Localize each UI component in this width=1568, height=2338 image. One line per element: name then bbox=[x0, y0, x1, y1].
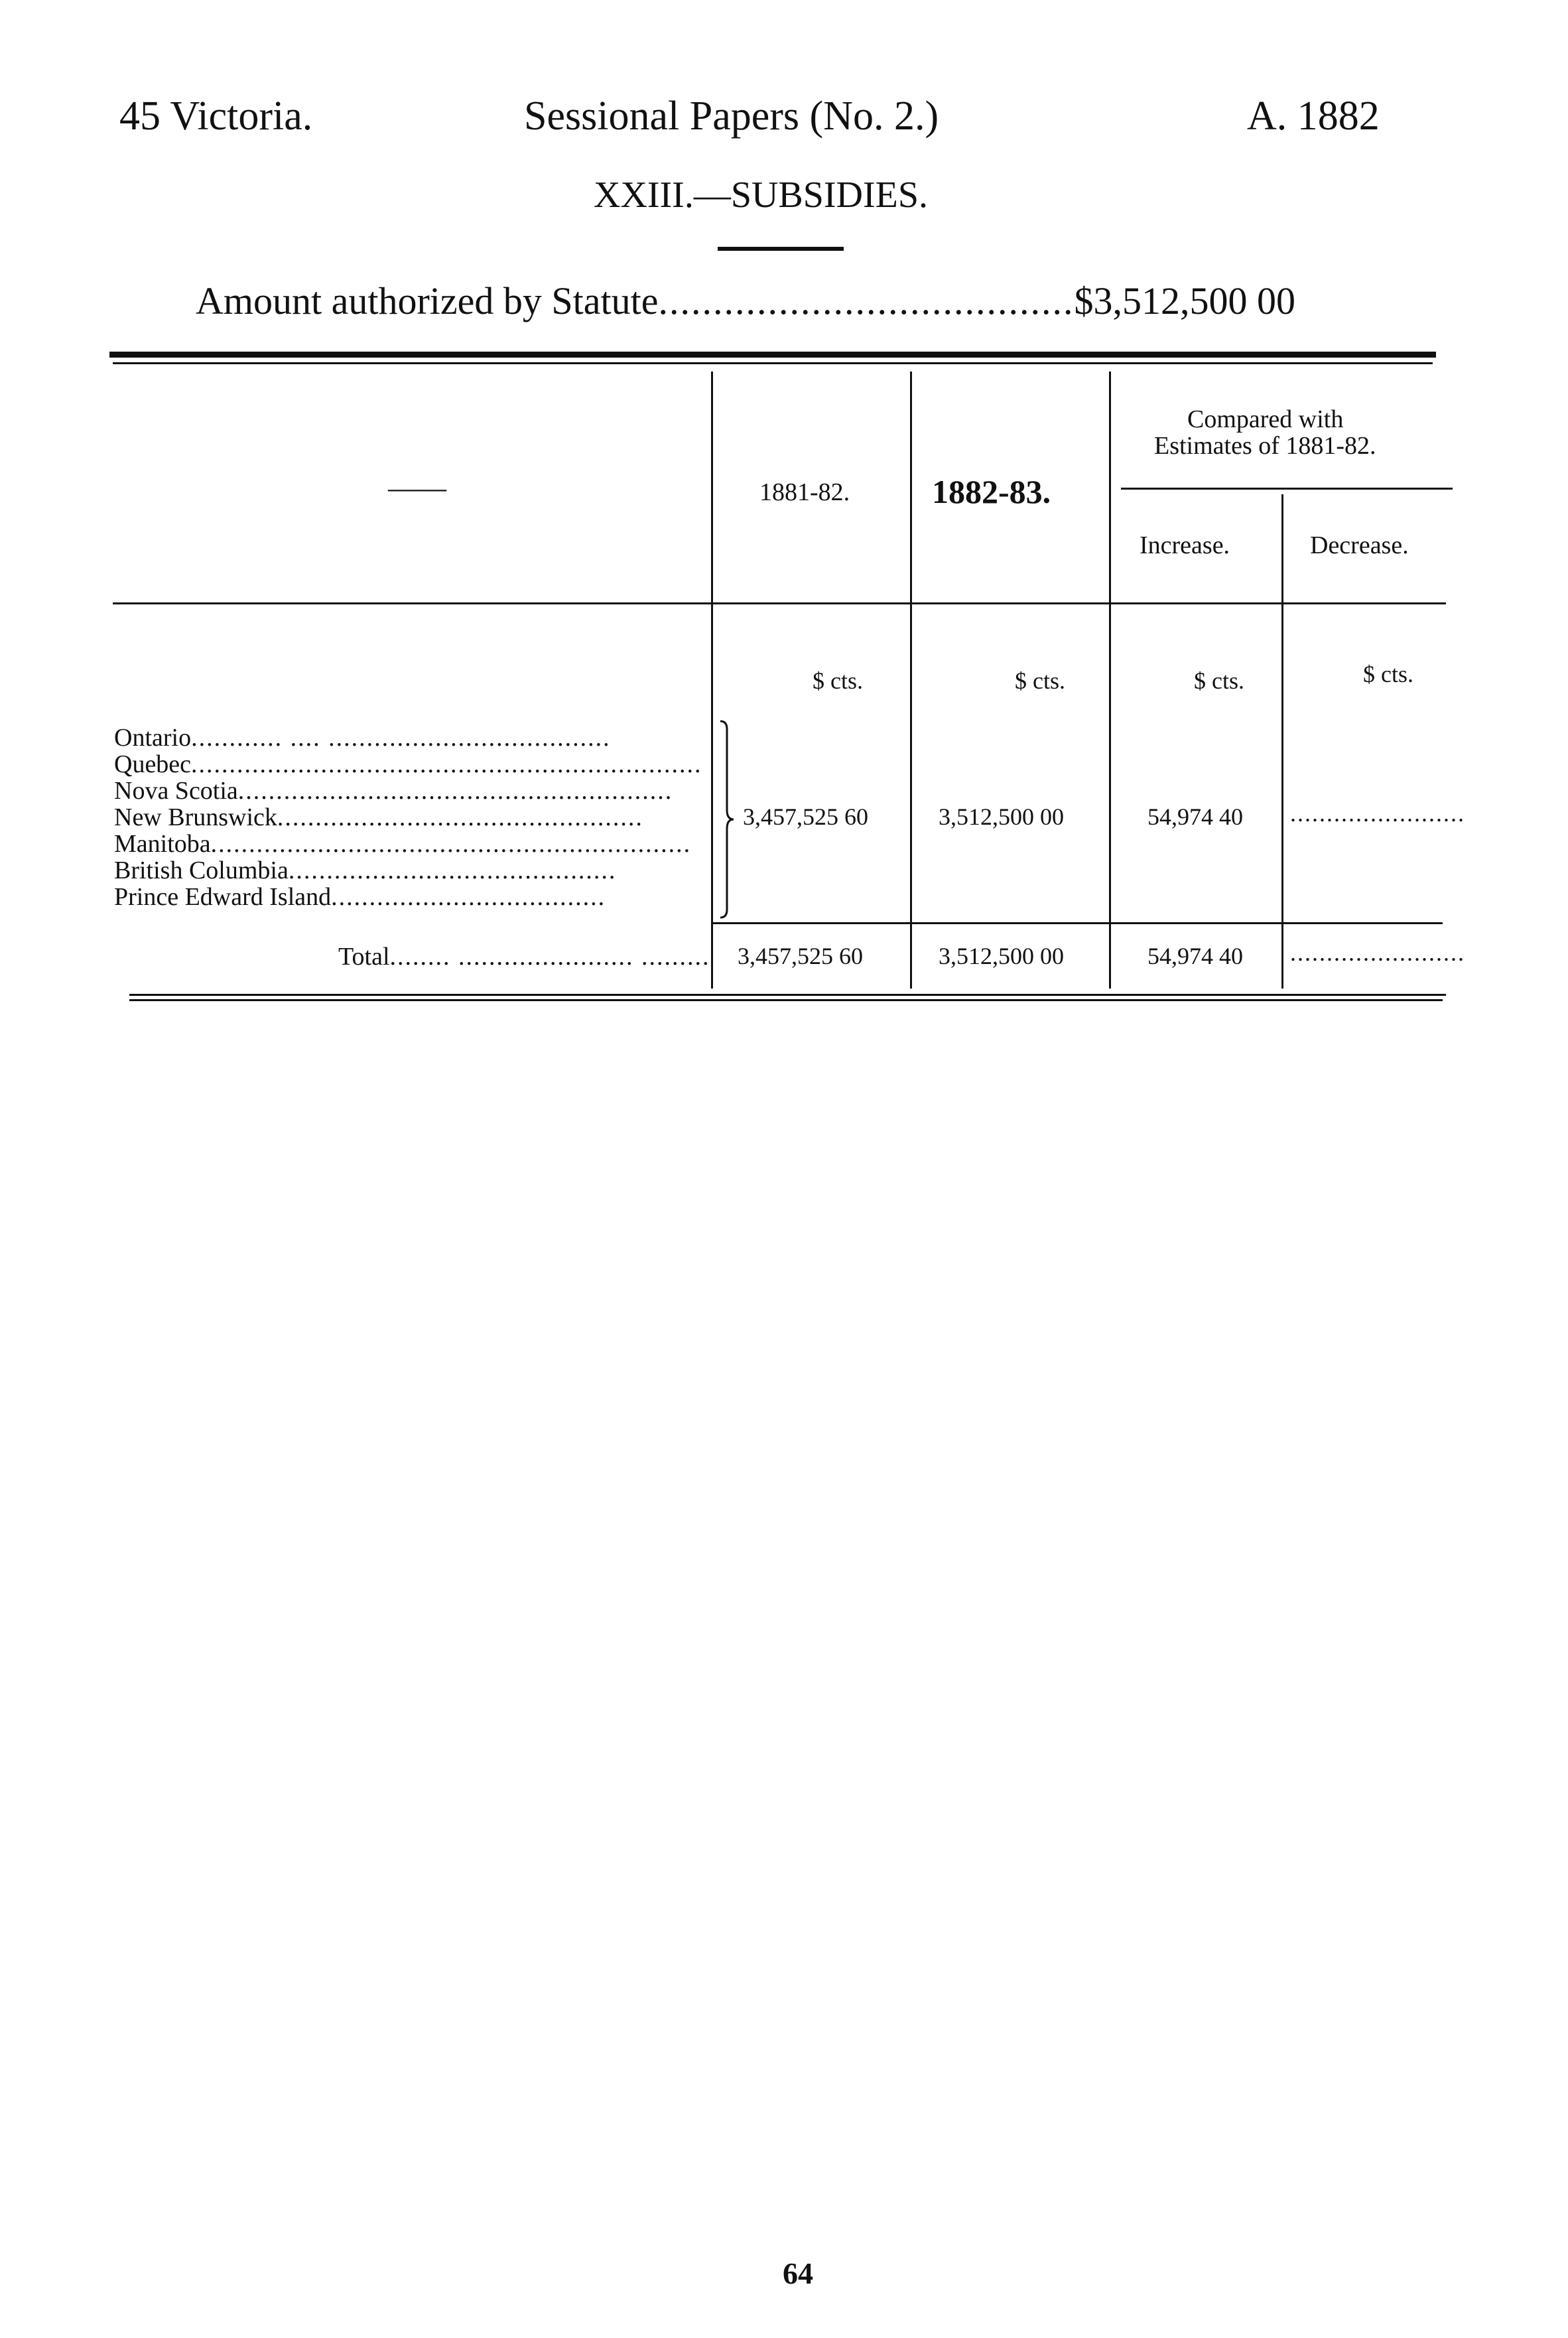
header-year: A. 1882 bbox=[1247, 94, 1380, 139]
top-rule-thin bbox=[113, 362, 1433, 364]
province-row-quebec: Quebec................................................................... bbox=[114, 750, 702, 778]
header-bottom-rule bbox=[113, 602, 1446, 604]
total-value-decrease: ........................ bbox=[1290, 939, 1465, 966]
compared-underline bbox=[1121, 488, 1453, 490]
title-underline bbox=[718, 247, 844, 251]
col-rule-4 bbox=[1281, 494, 1283, 989]
province-row-ontario: Ontario............ .... ..................................... bbox=[114, 724, 611, 752]
compared-header-line2: Estimates of 1881-82. bbox=[1154, 432, 1376, 460]
bottom-rule-1 bbox=[129, 994, 1446, 996]
group-value-1882: 3,512,500 00 bbox=[939, 803, 1064, 830]
group-value-1881: 3,457,525 60 bbox=[743, 803, 868, 830]
page-number: 64 bbox=[783, 2256, 813, 2290]
province-row-nova-scotia: Nova Scotia......................................................... bbox=[114, 777, 673, 805]
province-row-manitoba: Manitoba............................................................... bbox=[114, 830, 692, 858]
province-row-pei: Prince Edward Island.................................... bbox=[114, 883, 606, 911]
top-rule-thick bbox=[109, 352, 1436, 358]
total-row-label: Total........ ....................... ......... bbox=[338, 943, 710, 971]
total-top-rule bbox=[713, 922, 1443, 924]
total-value-1881: 3,457,525 60 bbox=[738, 943, 863, 969]
province-row-new-brunswick: New Brunswick................................................ bbox=[114, 803, 643, 831]
col-header-increase: Increase. bbox=[1140, 531, 1230, 559]
compared-header-line1: Compared with bbox=[1187, 405, 1344, 433]
col-rule-2 bbox=[910, 372, 912, 989]
total-value-increase: 54,974 40 bbox=[1147, 943, 1243, 969]
stub-header: —— bbox=[388, 472, 446, 504]
col-rule-1 bbox=[711, 372, 713, 989]
statute-dots: ...................................... bbox=[658, 279, 1075, 322]
section-title: XXIII.—SUBSIDIES. bbox=[594, 174, 928, 216]
total-value-1882: 3,512,500 00 bbox=[939, 943, 1064, 969]
col-header-1882: 1882-83. bbox=[932, 473, 1051, 510]
unit-increase: $ cts. bbox=[1194, 667, 1244, 694]
province-row-british-columbia: British Columbia........................................... bbox=[114, 857, 617, 884]
header-volume: 45 Victoria. bbox=[119, 94, 313, 139]
bottom-rule-2 bbox=[129, 999, 1443, 1001]
statute-amount: $3,512,500 00 bbox=[1074, 279, 1295, 322]
province-brace bbox=[716, 720, 743, 919]
group-value-decrease: ........................ bbox=[1290, 800, 1465, 827]
statute-label: Amount authorized by Statute bbox=[196, 279, 659, 322]
group-value-increase: 54,974 40 bbox=[1147, 803, 1243, 830]
col-header-1881: 1881-82. bbox=[759, 478, 850, 506]
statute-line bbox=[196, 279, 1295, 323]
unit-1882: $ cts. bbox=[1015, 667, 1065, 694]
unit-1881: $ cts. bbox=[813, 667, 863, 694]
header-title: Sessional Papers (No. 2.) bbox=[524, 94, 939, 139]
col-rule-3 bbox=[1109, 372, 1111, 989]
unit-decrease: $ cts. bbox=[1363, 661, 1413, 687]
col-header-decrease: Decrease. bbox=[1310, 531, 1409, 559]
